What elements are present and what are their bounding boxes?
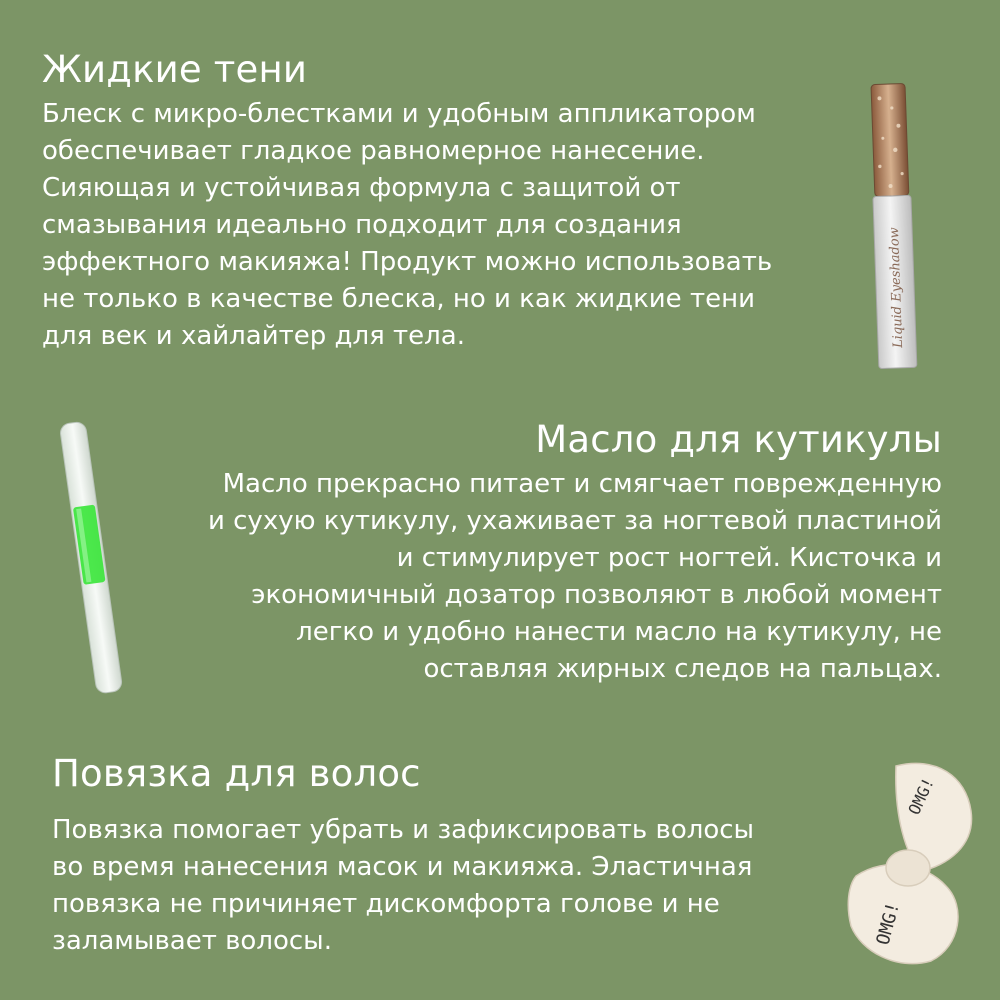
headband-label-top: OMG! — [904, 774, 938, 818]
section-description: Повязка помогает убрать и зафиксировать волосы во время нанесения масок и макияжа. Эластичная повязка не причиняет дискомфорта голове и не заламывает волосы. — [52, 815, 755, 956]
section-title: Масло для кутикулы — [535, 418, 942, 461]
section-title: Повязка для волос — [52, 752, 421, 795]
eyeshadow-label: Liquid Eyeshadow — [886, 226, 907, 349]
cuticle-oil-pen-image — [45, 415, 145, 700]
liquid-eyeshadow-image — [852, 78, 932, 378]
hair-headband-image — [826, 756, 986, 971]
section-description: Масло прекрасно питает и смягчает поврежденную и сухую кутикулу, ухаживает за ногтевой пластиной и стимулирует рост ногтей. Кисточка и экономичный дозатор позволяют в любой момент легко и удобно нанести масло на кутикулу, не оставляя жирных следов на пальцах. — [207, 469, 942, 684]
headband-label-bottom: OMG! — [872, 899, 905, 948]
section-liquid-eyeshadow — [42, 48, 862, 355]
section-description: Блеск с микро-блестками и удобным аппликатором обеспечивает гладкое равномерное нанесение. Сияющая и устойчивая формула с защитой от смазывания идеально подходит для создания эффектного макияжа! Продукт можно использовать не только в качестве блеска, но и как жидкие тени для век и хайлайтер для тела. — [42, 99, 773, 351]
section-title: Жидкие тени — [42, 48, 308, 91]
section-hair-headband — [52, 752, 842, 960]
section-cuticle-oil — [122, 418, 942, 688]
